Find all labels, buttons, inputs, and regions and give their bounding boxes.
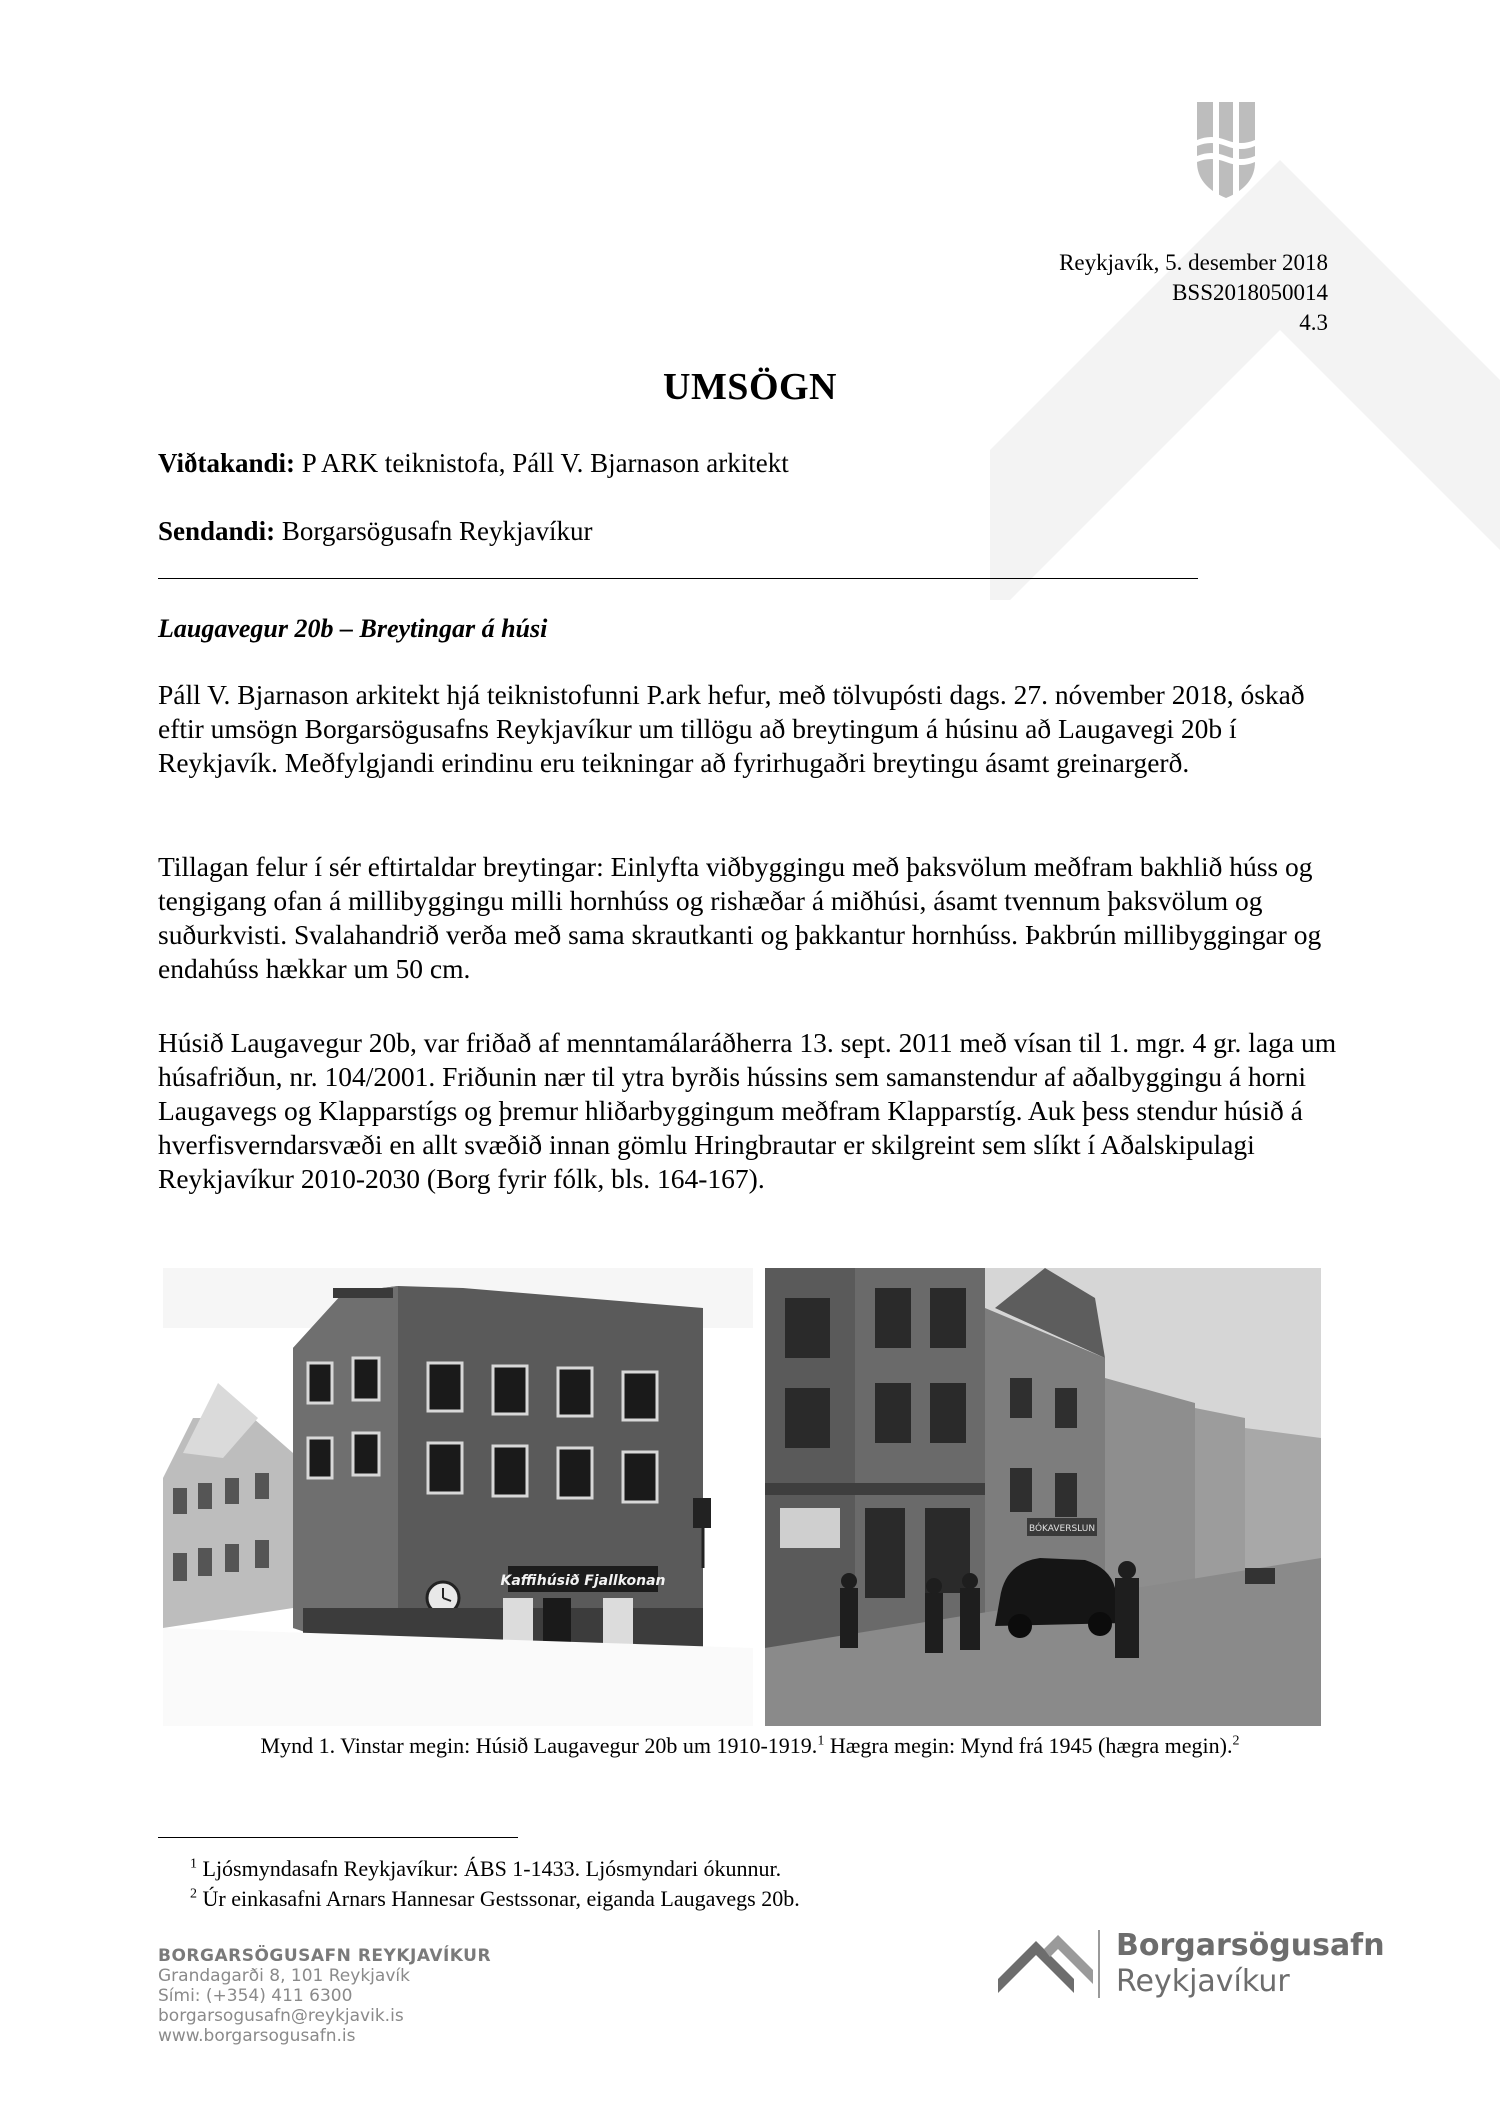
caption-part-1: Mynd 1. Vinstar megin: Húsið Laugavegur 20b um 1910-1919.	[260, 1733, 818, 1758]
document-meta	[1059, 248, 1328, 338]
footnote-1	[190, 1856, 781, 1882]
footer-phone: Sími: (+354) 411 6300	[158, 1986, 353, 2006]
footer-org-name: BORGARSÖGUSAFN REYKJAVÍKUR	[158, 1946, 492, 1966]
case-number: BSS2018050014	[1172, 280, 1328, 305]
caption-ref-1: 1	[817, 1733, 825, 1749]
sender-label: Sendandi:	[158, 516, 276, 546]
footer-contact	[158, 1946, 491, 2046]
logo-wordmark	[1116, 1928, 1385, 2000]
footer-email: borgarsogusafn@reykjavik.is	[158, 2006, 404, 2026]
body-paragraph-2: Tillagan felur í sér eftirtaldar breytingar: Einlyfta viðbyggingu með þaksvölum meðfram bakhlið húss og tengigang ofan á millibyggingu milli hornhúss og rishæðar á miðhúsi, ásamt tvennum þaksvölum og suðurkvisti. Svalahandrið verða með sama skrautkanti og þakkantur hornhúss. Þakbrún millibyggingar og endahúss hækkar um 50 cm.	[158, 851, 1322, 984]
footnote-text: Úr einkasafni Arnars Hannesar Gestssonar, eiganda Laugavegs 20b.	[197, 1886, 800, 1911]
sender-line	[158, 516, 593, 547]
recipient-value: P ARK teiknistofa, Páll V. Bjarnason arkitekt	[301, 448, 789, 478]
photo-laugavegur-1910	[163, 1268, 753, 1726]
recipient-label: Viðtakandi:	[158, 448, 296, 478]
document-title: UMSÖGN	[663, 366, 837, 408]
footnote-number: 1	[190, 1856, 197, 1872]
figure-caption	[0, 1733, 1500, 1759]
footer-website: www.borgarsogusafn.is	[158, 2026, 356, 2046]
subject-line: Laugavegur 20b – Breytingar á húsi	[158, 614, 548, 643]
footnote-text: Ljósmyndasafn Reykjavíkur: ÁBS 1-1433. Ljósmyndari ókunnur.	[197, 1856, 782, 1881]
logo-line-2: Reykjavíkur	[1116, 1964, 1290, 1999]
caption-part-2: Hægra megin: Mynd frá 1945 (hægra megin).	[824, 1733, 1233, 1758]
place-date: Reykjavík, 5. desember 2018	[1059, 250, 1328, 275]
body-paragraph-1: Páll V. Bjarnason arkitekt hjá teiknistofunni P.ark hefur, með tölvupósti dags. 27. nóvember 2018, óskað eftir umsögn Borgarsögusafns Reykjavíkur um tillögu að breytingum á húsinu að Laugavegi 20b í Reykjavík. Meðfylgjandi erindinu eru teikningar að fyrirhugaðri breytingu ásamt greinargerð.	[158, 679, 1305, 778]
caption-ref-2: 2	[1232, 1733, 1240, 1749]
logo-line-1: Borgarsögusafn	[1116, 1928, 1385, 1963]
borgarsogusafn-logo-icon	[998, 1935, 1093, 1995]
logo-divider	[1098, 1930, 1100, 1998]
footnote-2	[190, 1886, 800, 1912]
shop-sign: Kaffihúsið Fjallkonan	[500, 1573, 666, 1589]
reykjavik-crest-icon	[1195, 100, 1257, 200]
store-sign: BÓKAVERSLUN	[1028, 1524, 1096, 1534]
footnote-number: 2	[190, 1886, 197, 1902]
footnote-rule	[158, 1837, 518, 1838]
recipient-line	[158, 448, 789, 479]
separator-rule	[158, 578, 1198, 579]
photo-laugavegur-1945	[765, 1268, 1321, 1726]
item-number: 4.3	[1299, 310, 1328, 335]
body-paragraph-3: Húsið Laugavegur 20b, var friðað af menntamálaráðherra 13. sept. 2011 með vísan til 1. mgr. 4 gr. laga um húsafriðun, nr. 104/2001. Friðunin nær til ytra byrðis hússins sem samanstendur af aðalbyggingu á horni Laugavegs og Klapparstígs og þremur hliðarbyggingum meðfram Klapparstíg. Auk þess stendur húsið á hverfisverndarsvæði en allt svæðið innan gömlu Hringbrautar er skilgreint sem slíkt í Aðalskipulagi Reykjavíkur 2010-2030 (Borg fyrir fólk, bls. 164-167).	[158, 1027, 1337, 1194]
sender-value: Borgarsögusafn Reykjavíkur	[281, 516, 593, 546]
footer-address: Grandagarði 8, 101 Reykjavík	[158, 1966, 410, 1986]
